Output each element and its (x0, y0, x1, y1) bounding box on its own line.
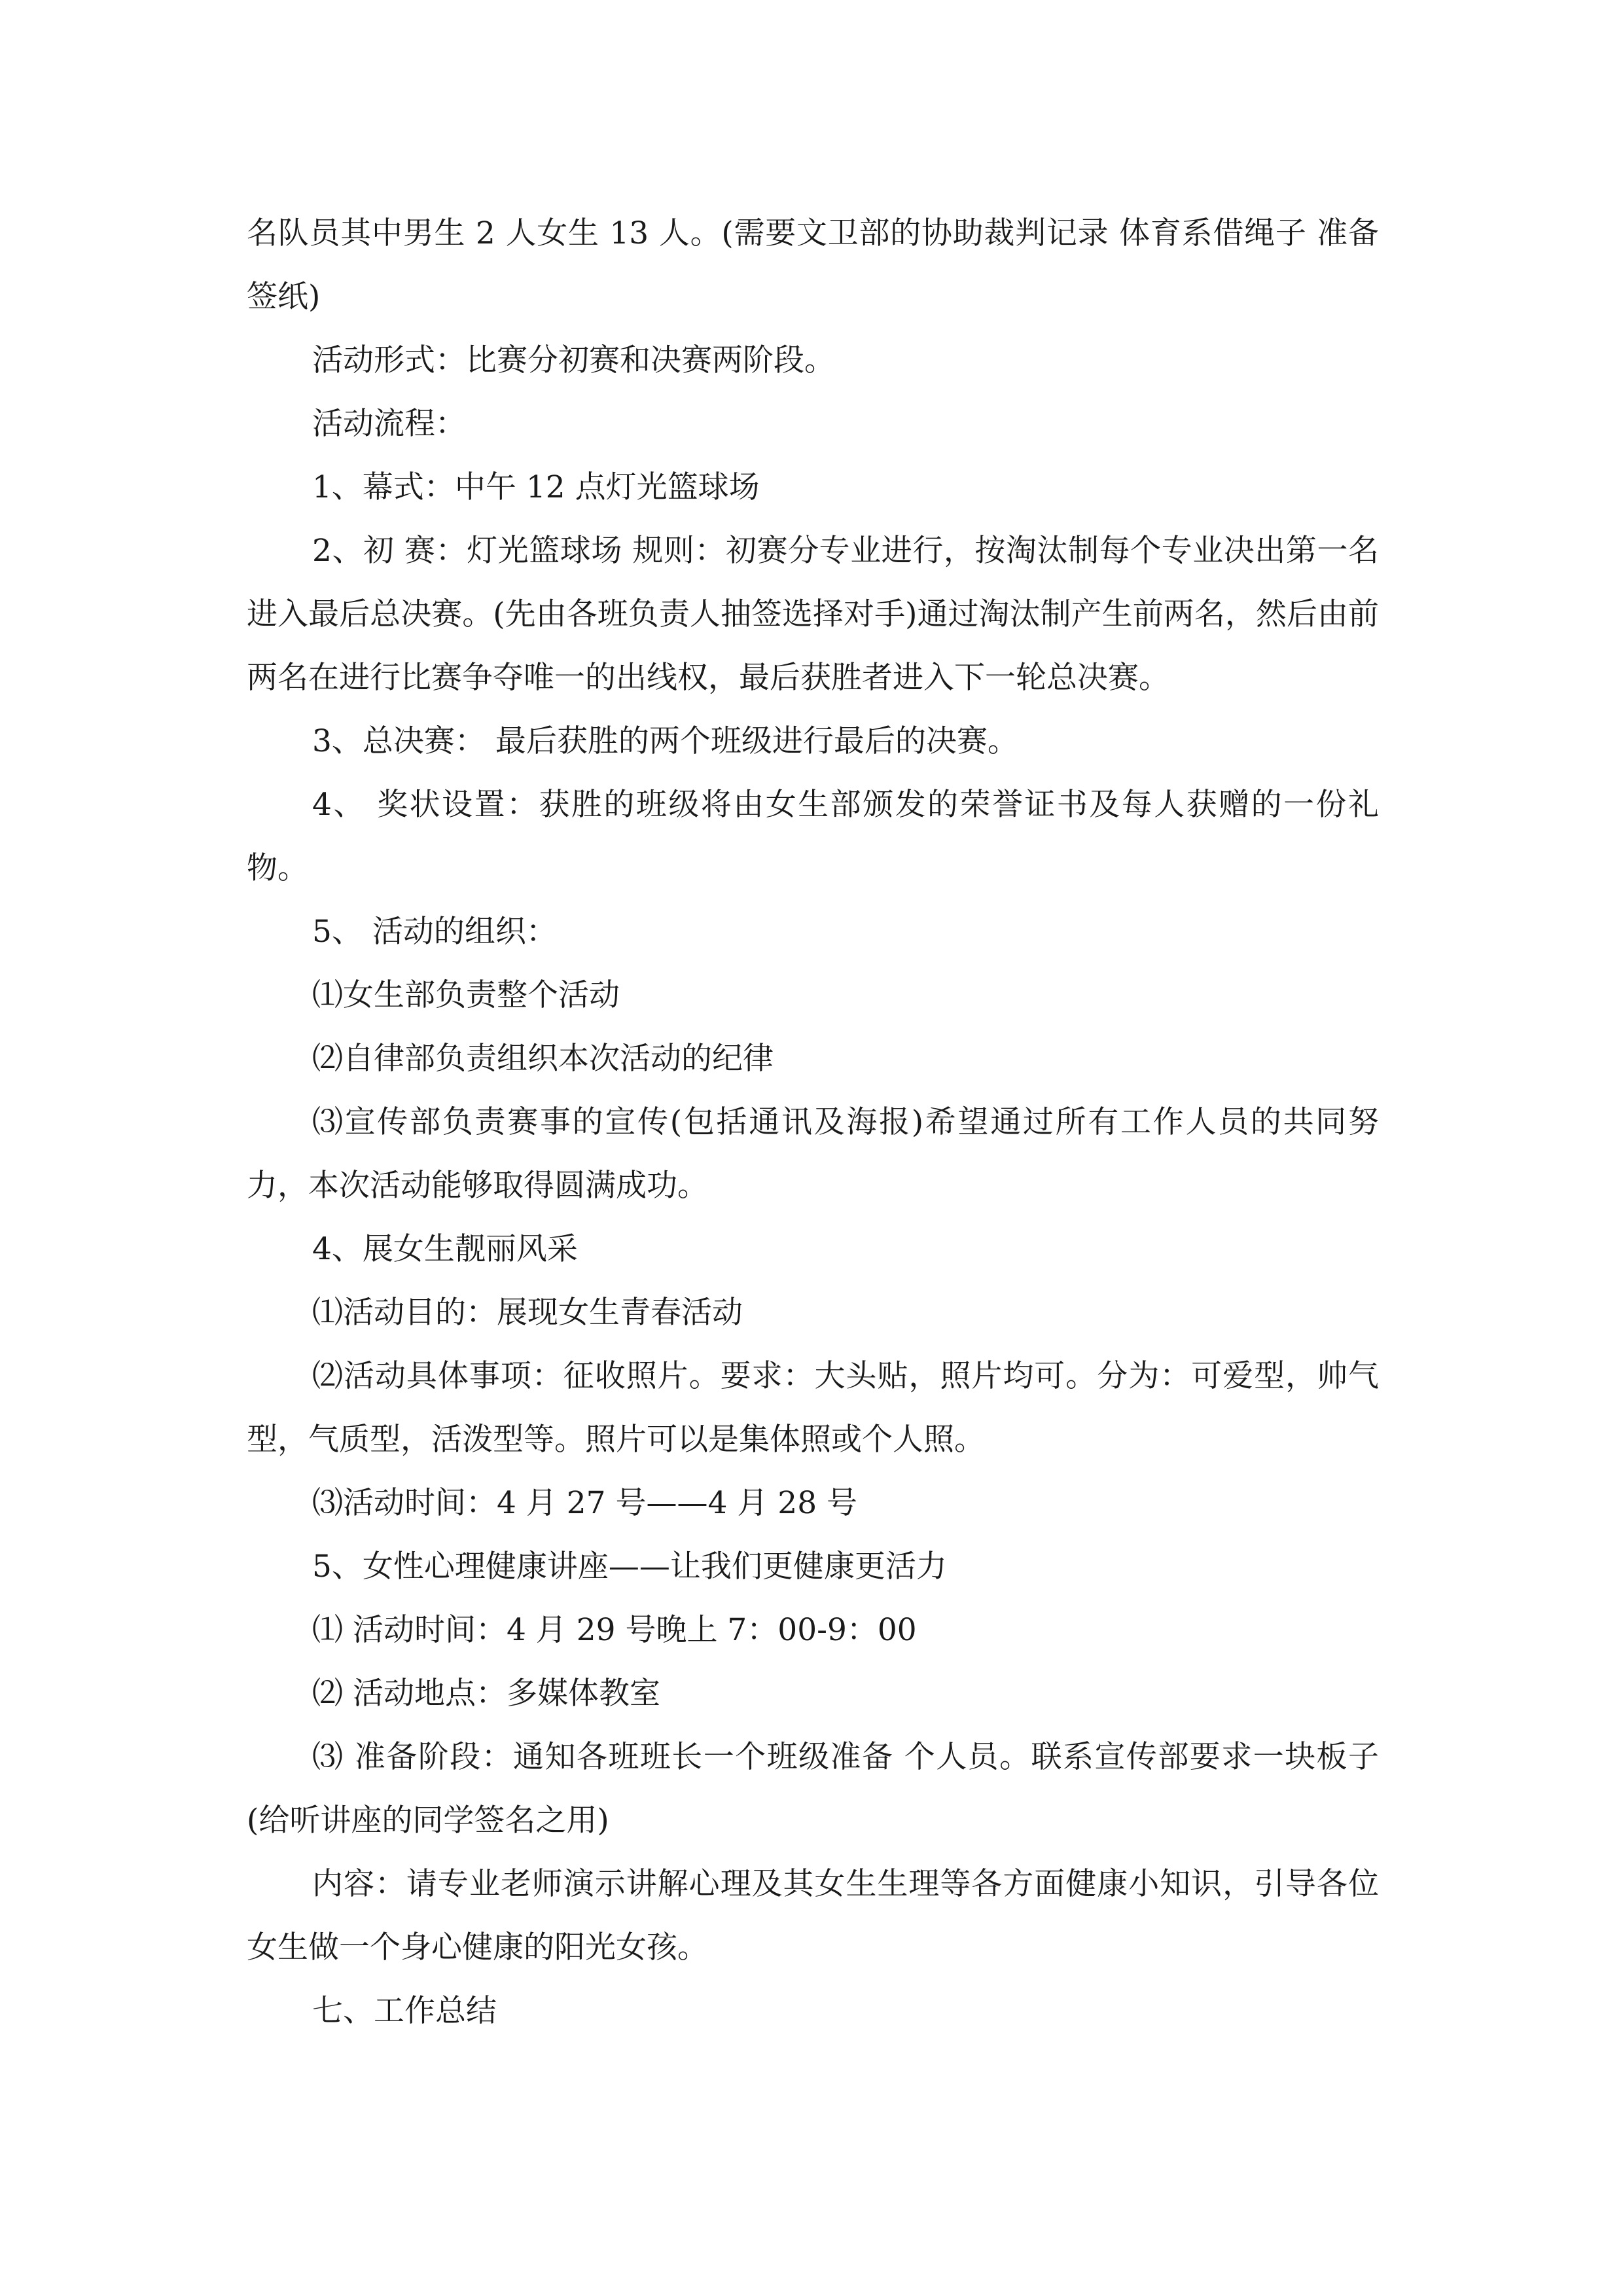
paragraph: ⑴女生部负责整个活动 (312, 977, 620, 1013)
paragraph: 内容：请专业老师演示讲解心理及其女生生理等各方面健康小知识，引导各位女生做一个身心健康的阳光女孩。 (247, 1866, 1379, 1965)
paragraph: 4、 奖状设置：获胜的班级将由女生部颁发的荣誉证书及每人获赠的一份礼物。 (247, 787, 1379, 886)
paragraph: 5、 活动的组织： (312, 914, 557, 950)
paragraph: 1、幕式：中午 12 点灯光篮球场 (312, 469, 760, 505)
paragraph: 活动形式：比赛分初赛和决赛两阶段。 (312, 342, 835, 378)
paragraph: 名队员其中男生 2 人女生 13 人。(需要文卫部的协助裁判记录 体育系借绳子 准备签纸) (247, 215, 1379, 315)
paragraph: ⑵自律部负责组织本次活动的纪律 (312, 1041, 774, 1077)
paragraph: 2、初 赛：灯光篮球场 规则：初赛分专业进行，按淘汰制每个专业决出第一名进入最后总决赛。(先由各班负责人抽签选择对手)通过淘汰制产生前两名，然后由前两名在进行比赛争夺唯一的出线权，最后获胜者进入下一轮总决赛。 (247, 533, 1379, 696)
paragraph: ⑶宣传部负责赛事的宣传(包括通讯及海报)希望通过所有工作人员的共同努力，本次活动能够取得圆满成功。 (247, 1104, 1379, 1204)
paragraph: 3、总决赛： 最后获胜的两个班级进行最后的决赛。 (312, 723, 1018, 759)
paragraph: 活动流程： (312, 406, 466, 442)
paragraph: ⑵活动具体事项：征收照片。要求：大头贴，照片均可。分为：可爱型，帅气型，气质型，活泼型等。照片可以是集体照或个人照。 (247, 1358, 1379, 1458)
paragraph: 4、展女生靓丽风采 (312, 1231, 578, 1267)
document-body (247, 202, 1379, 2043)
paragraph: 七、工作总结 (312, 1993, 497, 2029)
paragraph: 5、女性心理健康讲座——让我们更健康更活力 (312, 1549, 947, 1585)
paragraph: ⑵ 活动地点：多媒体教室 (312, 1676, 660, 1712)
paragraph: ⑴ 活动时间：4 月 29 号晚上 7：00-9：00 (312, 1612, 917, 1648)
paragraph: ⑴活动目的：展现女生青春活动 (312, 1295, 743, 1331)
paragraph: ⑶ 准备阶段：通知各班班长一个班级准备 个人员。联系宣传部要求一块板子(给听讲座的同学签名之用) (247, 1739, 1379, 1839)
paragraph: ⑶活动时间：4 月 27 号——4 月 28 号 (312, 1485, 858, 1521)
